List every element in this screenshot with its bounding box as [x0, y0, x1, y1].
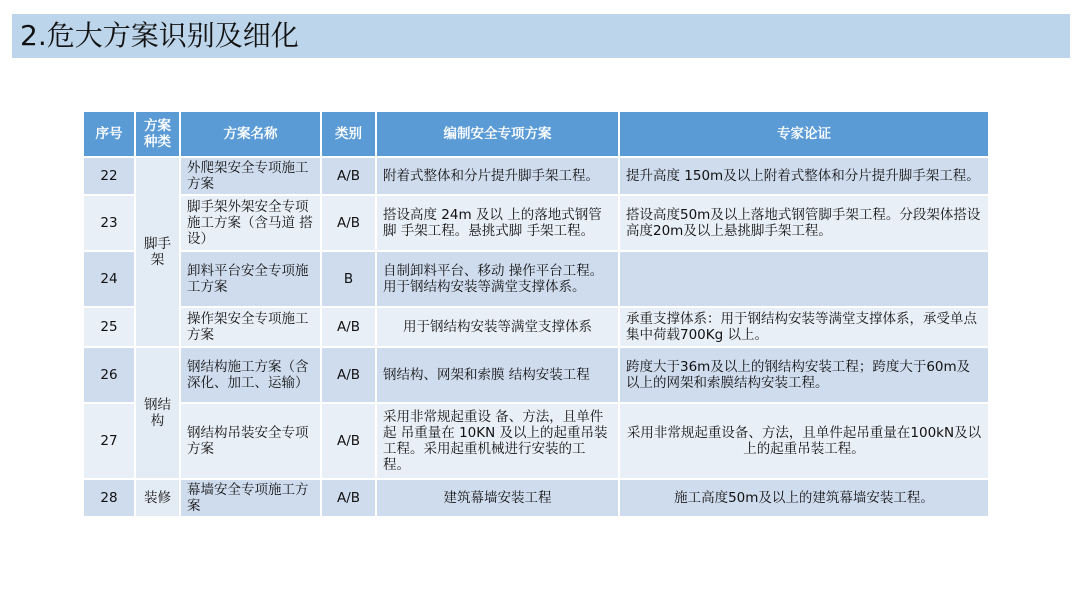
row-no: 28 [83, 479, 135, 517]
row-expert: 承重支撑体系：用于钢结构安装等满堂支撑体系，承受单点集中荷载700Kg 以上。 [619, 307, 989, 347]
header-plan: 编制安全专项方案 [376, 111, 619, 157]
row-category: B [321, 251, 376, 307]
row-no: 27 [83, 403, 135, 479]
table-row [83, 479, 989, 517]
header-category: 类别 [321, 111, 376, 157]
row-expert: 施工高度50m及以上的建筑幕墙安装工程。 [619, 479, 989, 517]
row-no: 25 [83, 307, 135, 347]
row-name: 脚手架外架安全专项施工方案（含马道 搭设） [180, 195, 321, 251]
title-bar [12, 14, 1070, 58]
table-row [83, 251, 989, 307]
row-expert: 采用非常规起重设备、方法，且单件起吊重量在100kN及以上的起重吊装工程。 [619, 403, 989, 479]
row-plan: 自制卸料平台、移动 操作平台工程。用于钢结构安装等满堂支撑体系。 [376, 251, 619, 307]
header-type: 方案种类 [135, 111, 180, 157]
row-name: 幕墙安全专项施工方案 [180, 479, 321, 517]
hazard-plan-table [82, 110, 990, 518]
row-expert [619, 251, 989, 307]
row-plan: 钢结构、网架和索膜 结构安装工程 [376, 347, 619, 403]
row-no: 22 [83, 157, 135, 195]
header-no: 序号 [83, 111, 135, 157]
table-row [83, 307, 989, 347]
row-name: 钢结构施工方案（含 深化、加工、运输） [180, 347, 321, 403]
row-expert: 提升高度 150m及以上附着式整体和分片提升脚手架工程。 [619, 157, 989, 195]
row-category: A/B [321, 157, 376, 195]
row-category: A/B [321, 479, 376, 517]
row-no: 23 [83, 195, 135, 251]
row-plan: 用于钢结构安装等满堂支撑体系 [376, 307, 619, 347]
group-decor: 装修 [135, 479, 180, 517]
row-name: 钢结构吊装安全专项方案 [180, 403, 321, 479]
row-expert: 跨度大于36m及以上的钢结构安装工程；跨度大于60m及以上的网架和索膜结构安装工程。 [619, 347, 989, 403]
row-category: A/B [321, 347, 376, 403]
row-plan: 搭设高度 24m 及以 上的落地式钢管脚 手架工程。悬挑式脚 手架工程。 [376, 195, 619, 251]
row-no: 24 [83, 251, 135, 307]
row-name: 操作架安全专项施工方案 [180, 307, 321, 347]
table-row [83, 195, 989, 251]
row-category: A/B [321, 195, 376, 251]
row-plan: 建筑幕墙安装工程 [376, 479, 619, 517]
row-plan: 附着式整体和分片提升脚手架工程。 [376, 157, 619, 195]
table-row [83, 157, 989, 195]
row-category: A/B [321, 307, 376, 347]
row-expert: 搭设高度50m及以上落地式钢管脚手架工程。分段架体搭设高度20m及以上悬挑脚手架工程。 [619, 195, 989, 251]
table-header-row [83, 111, 989, 157]
header-expert: 专家论证 [619, 111, 989, 157]
row-name: 外爬架安全专项施工方案 [180, 157, 321, 195]
page-title: 2.危大方案识别及细化 [20, 19, 299, 52]
row-no: 26 [83, 347, 135, 403]
row-plan: 采用非常规起重设 备、方法，且单件起 吊重量在 10KN 及以上的起重吊装工程。采用起重机械进行安装的工程。 [376, 403, 619, 479]
group-scaffold: 脚手架 [135, 157, 180, 347]
table-row [83, 347, 989, 403]
header-name: 方案名称 [180, 111, 321, 157]
row-category: A/B [321, 403, 376, 479]
table-row [83, 403, 989, 479]
group-steel: 钢结构 [135, 347, 180, 479]
row-name: 卸料平台安全专项施工方案 [180, 251, 321, 307]
